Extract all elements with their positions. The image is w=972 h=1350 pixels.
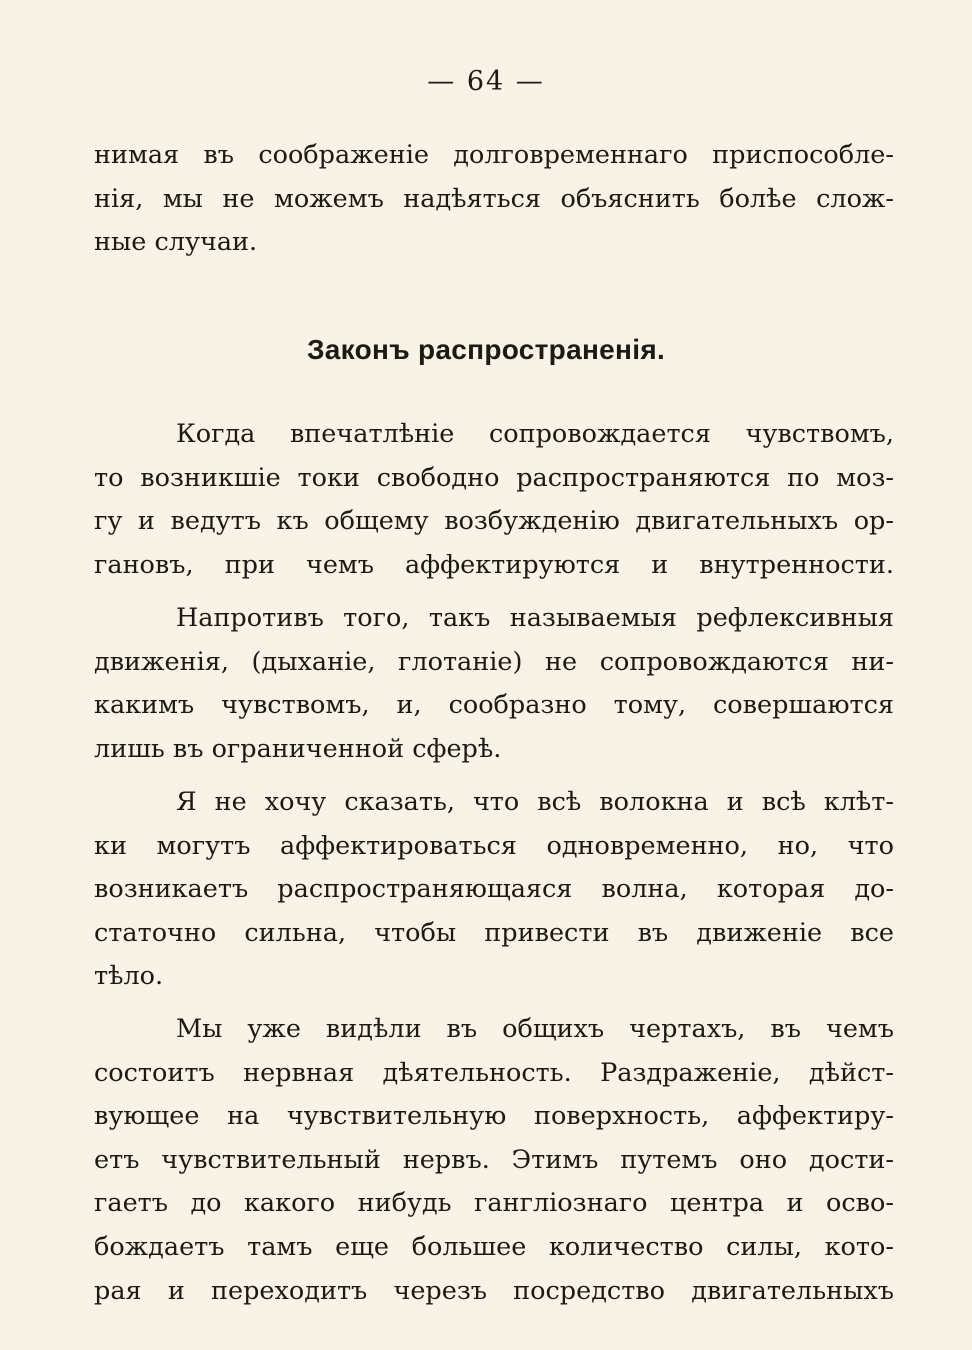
text-line: возникаетъ распространяющаяся волна, которая до- [94,874,894,905]
text-line: тѣло. [94,961,164,992]
text-line: бождаетъ тамъ еще большее количество силы, кото- [94,1231,894,1262]
paragraph-2 [94,597,894,771]
text-line: гановъ, при чемъ аффектируются и внутренности. [94,549,894,580]
text-line: лишь въ ограниченной сферѣ. [94,733,502,764]
text-line: ки могутъ аффектироваться одновременно, но, что [94,830,894,861]
paragraph-1 [94,413,894,587]
page-number: — 64 — [427,66,545,97]
text-line: рая и переходитъ черезъ посредство двигательныхъ [94,1275,894,1306]
text-line: Я не хочу сказать, что всѣ волокна и всѣ клѣт- [176,787,894,817]
paragraph-3 [94,781,894,999]
text-line: состоитъ нервная дѣятельность. Раздраженіе, дѣйст- [94,1057,894,1088]
text-line: Мы уже видѣли въ общихъ чертахъ, въ чемъ [176,1014,894,1044]
text-line: нія, мы не можемъ надѣяться объяснить болѣе слож- [94,183,894,214]
section-heading: Законъ распространенія. [306,334,666,365]
text-line: Когда впечатлѣніе сопровождается чувствомъ, [176,419,894,449]
text-line: нимая въ соображеніе долговременнаго приспособле- [94,140,894,170]
text-line: вующее на чувствительную поверхность, аффектиру- [94,1101,894,1132]
text-line: движенія, (дыханіе, глотаніе) не сопровождаются ни- [94,646,894,677]
text-line: Напротивъ того, такъ называемыя рефлексивныя [176,603,894,633]
text-line: етъ чувствительный нервъ. Этимъ путемъ оно дости- [94,1144,894,1175]
text-line: гу и ведутъ къ общему возбужденію двигательныхъ ор- [94,506,894,537]
text-line: гаетъ до какого нибудь гангліознаго центра и осво- [94,1188,894,1219]
carryover-paragraph [94,134,894,265]
text-line: ные случаи. [94,227,258,258]
text-line: статочно сильна, чтобы привести въ движеніе все [94,917,894,948]
text-line: то возникшіе токи свободно распространяются по моз- [94,462,894,493]
text-line: какимъ чувствомъ, и, сообразно тому, совершаются [94,690,894,721]
paragraph-4 [94,1008,894,1313]
